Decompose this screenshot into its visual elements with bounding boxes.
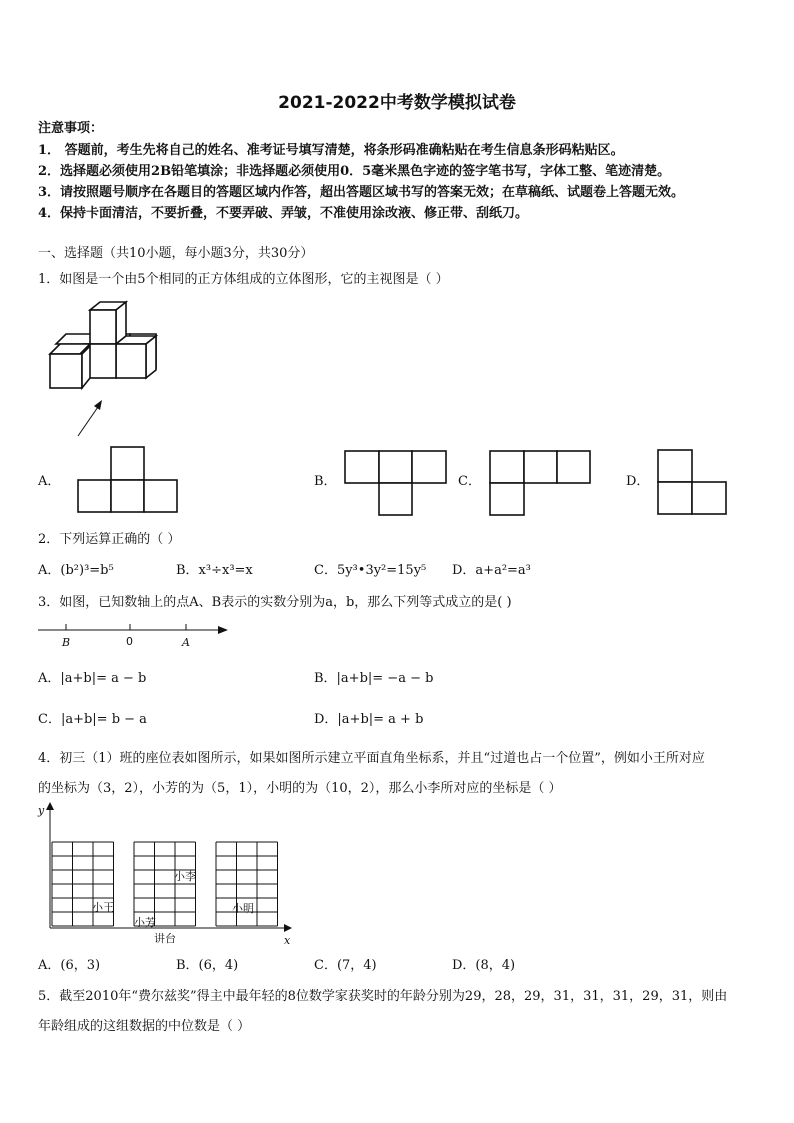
q1-option-d-figure [656,448,728,516]
q1-option-a-figure [76,446,180,514]
y-axis-label: y [38,804,45,817]
q1-option-b[interactable]: B． [314,474,337,489]
question-5-stem-line2: 年龄组成的这组数据的中位数是（ ） [38,1019,251,1034]
axis-label-zero: 0 [126,635,133,648]
q1-option-b-figure [344,450,448,518]
question-1-stem: 1．如图是一个由5个相同的正方体组成的立体图形，它的主视图是（ ） [38,272,449,287]
axis-label-a: A [182,636,190,649]
q1-option-a[interactable]: A． [38,474,61,489]
q1-option-d[interactable]: D． [626,474,650,489]
q1-solid-figure [44,300,164,442]
x-axis-label: x [284,934,291,947]
podium-label: 讲台 [154,932,176,945]
q1-option-c[interactable]: C． [458,474,481,489]
q3-option-b[interactable]: B．|a+b|= −a − b [314,671,434,686]
q3-option-c[interactable]: C．|a+b|= b − a [38,712,147,727]
q2-option-a[interactable]: A．(b²)³=b⁵ [38,563,114,578]
section-heading: 一、选择题（共10小题，每小题3分，共30分） [38,246,314,261]
seat-grid-2 [134,842,196,926]
seat-label-xiaowang: 小王 [92,901,114,914]
question-2-stem: 2．下列运算正确的（ ） [38,532,181,547]
q3-option-d[interactable]: D．|a+b|= a + b [314,712,424,727]
question-3-stem: 3．如图，已知数轴上的点A、B表示的实数分别为a，b，那么下列等式成立的是( ) [38,595,512,610]
q2-option-c[interactable]: C．5y³•3y²=15y⁵ [314,563,427,578]
q3-option-a[interactable]: A．|a+b|= a − b [38,671,147,686]
q4-option-d[interactable]: D．(8，4) [452,958,516,973]
q4-option-c[interactable]: C．(7，4) [314,958,377,973]
seat-label-xiaofang: 小芳 [134,916,156,929]
note-item-4: 4．保持卡面清洁，不要折叠，不要弄破、弄皱，不准使用涂改液、修正带、刮纸刀。 [38,206,529,221]
q1-option-c-figure [488,449,592,517]
notes-heading: 注意事项： [38,121,104,136]
q3-number-line [36,620,232,652]
note-item-1: 1． 答题前，考生先将自己的姓名、准考证号填写清楚，将条形码准确粘贴在考生信息条形码粘贴区。 [38,143,624,158]
q4-option-a[interactable]: A．(6，3) [38,958,101,973]
q2-option-d[interactable]: D．a+a²=a³ [452,563,531,578]
note-item-2: 2．选择题必须使用2B铅笔填涂；非选择题必须使用0．5毫米黑色字迹的签字笔书写，字体工整、笔迹清楚。 [38,164,671,179]
note-item-3: 3．请按照题号顺序在各题目的答题区域内作答，超出答题区域书写的答案无效；在草稿纸、试题卷上答题无效。 [38,185,685,200]
question-4-stem-line2: 的坐标为（3，2），小芳的为（5，1），小明的为（10，2），那么小李所对应的坐标是（ ） [38,781,562,796]
question-5-stem-line1: 5．截至2010年“费尔兹奖”得主中最年轻的8位数学家获奖时的年龄分别为29，28，29，31，31，31，29，31，则由 [38,989,728,1004]
q2-option-b[interactable]: B．x³÷x³=x [176,563,253,578]
question-4-stem-line1: 4．初三（1）班的座位表如图所示，如果如图所示建立平面直角坐标系，并且“过道也占一个位置”，例如小王所对应 [38,751,705,766]
seat-label-xiaoli: 小李 [174,870,196,883]
q4-option-b[interactable]: B．(6，4) [176,958,239,973]
page-title: 2021-2022中考数学模拟试卷 [278,93,516,113]
q4-seat-chart [34,800,296,948]
axis-label-b: B [62,636,71,649]
seat-label-xiaoming: 小明 [232,902,254,915]
